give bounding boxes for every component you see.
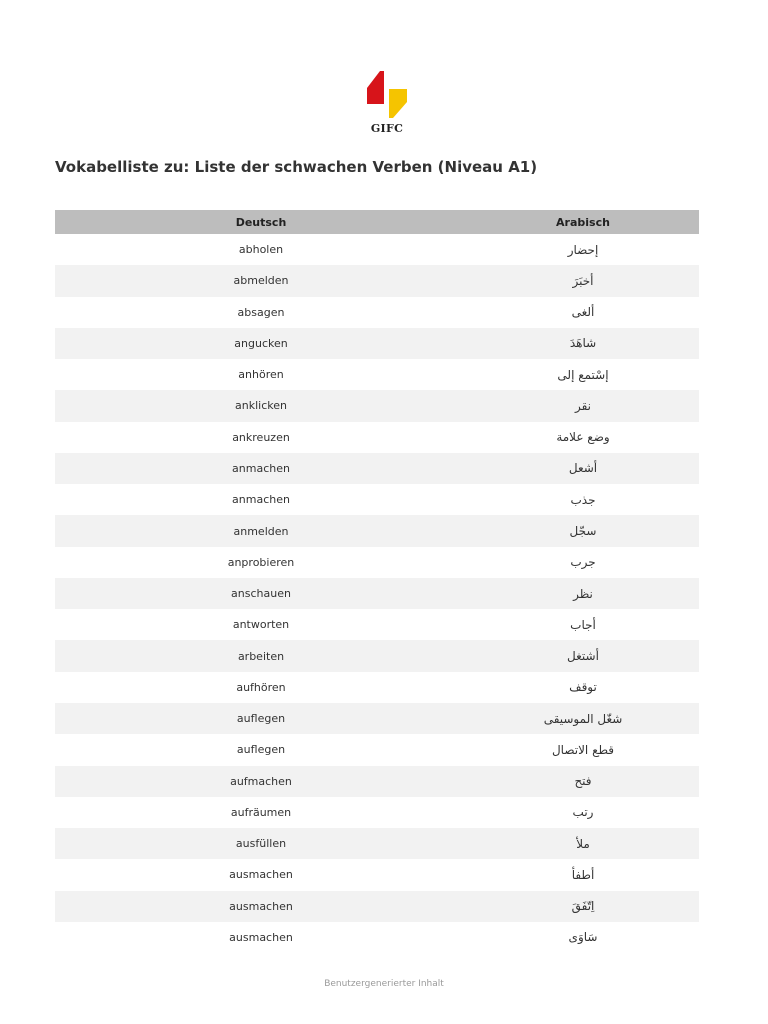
cell-deutsch: absagen xyxy=(237,305,285,319)
cell-deutsch: angucken xyxy=(55,328,467,359)
logo-yellow-shape xyxy=(389,89,407,118)
cell-arabisch: اِتّفَقَ xyxy=(467,891,699,922)
cell-deutsch: aufmachen xyxy=(55,766,467,797)
vocab-table xyxy=(55,210,699,953)
table-row xyxy=(55,609,699,640)
cell-deutsch: aufhören xyxy=(236,680,286,694)
cell-arabisch: أشتغل xyxy=(467,640,699,671)
table-row xyxy=(55,859,699,890)
cell-deutsch: anhören xyxy=(238,368,284,382)
cell-arabisch: أشعل xyxy=(467,453,699,484)
table-row xyxy=(55,922,699,953)
cell-arabisch: رتب xyxy=(572,805,594,820)
cell-arabisch: قطع الاتصال xyxy=(551,742,615,757)
cell-arabisch: ملأ xyxy=(467,828,699,859)
cell-arabisch: نقر xyxy=(467,390,699,421)
cell-deutsch: ausmachen xyxy=(229,868,293,882)
header-arabisch: Arabisch xyxy=(467,210,699,234)
table-row xyxy=(55,640,699,671)
table-row xyxy=(55,547,699,578)
table-body xyxy=(55,234,699,953)
cell-deutsch: abmelden xyxy=(55,265,467,296)
table-row xyxy=(55,672,699,703)
cell-arabisch: جرب xyxy=(570,555,596,570)
cell-deutsch: antworten xyxy=(232,618,290,632)
cell-arabisch: شاهَدَ xyxy=(467,328,699,359)
logo-red-shape xyxy=(367,71,384,104)
cell-deutsch: anschauen xyxy=(55,578,467,609)
table-row xyxy=(55,390,699,421)
cell-deutsch: anprobieren xyxy=(227,555,295,569)
table-row xyxy=(55,484,699,515)
table-row xyxy=(55,703,699,734)
cell-arabisch: نظر xyxy=(467,578,699,609)
gifc-logo xyxy=(362,68,412,138)
cell-arabisch: أجاب xyxy=(570,617,596,632)
cell-deutsch: anmachen xyxy=(232,493,290,507)
cell-arabisch: إسْتمع إلى xyxy=(557,367,609,382)
cell-arabisch: جذب xyxy=(570,492,596,507)
cell-arabisch: سجّل xyxy=(467,515,699,546)
page-title: Vokabelliste zu: Liste der schwachen Verben (Niveau A1) xyxy=(55,158,538,176)
table-header-row xyxy=(55,210,699,234)
cell-deutsch: anmachen xyxy=(55,453,467,484)
cell-arabisch: أخبَرَ xyxy=(467,265,699,296)
cell-arabisch: سَاوَى xyxy=(568,930,598,945)
table-row xyxy=(55,234,699,265)
table-row xyxy=(55,766,699,797)
cell-arabisch: ألغى xyxy=(571,305,595,320)
table-row xyxy=(55,453,699,484)
cell-deutsch: ausfüllen xyxy=(55,828,467,859)
cell-arabisch: إحضار xyxy=(567,242,599,257)
cell-deutsch: auflegen xyxy=(55,703,467,734)
cell-deutsch: anklicken xyxy=(55,390,467,421)
table-row xyxy=(55,734,699,765)
logo-text: GIFC xyxy=(370,122,404,135)
table-row xyxy=(55,422,699,453)
table-row xyxy=(55,578,699,609)
header-deutsch: Deutsch xyxy=(55,210,467,234)
table-row xyxy=(55,828,699,859)
cell-arabisch: وضع علامة xyxy=(556,430,610,445)
cell-deutsch: ausmachen xyxy=(55,891,467,922)
footer-note: Benutzergenerierter Inhalt xyxy=(324,979,444,989)
table-row xyxy=(55,891,699,922)
cell-arabisch: شغّل الموسيقى xyxy=(467,703,699,734)
table-row xyxy=(55,297,699,328)
cell-deutsch: auflegen xyxy=(236,743,286,757)
table-row xyxy=(55,515,699,546)
cell-deutsch: ankreuzen xyxy=(232,430,290,444)
cell-deutsch: abholen xyxy=(238,243,284,257)
cell-deutsch: arbeiten xyxy=(55,640,467,671)
table-row xyxy=(55,265,699,296)
table-row xyxy=(55,359,699,390)
cell-arabisch: فتح xyxy=(467,766,699,797)
cell-deutsch: aufräumen xyxy=(230,805,292,819)
cell-arabisch: أطفأ xyxy=(571,867,595,882)
cell-deutsch: anmelden xyxy=(55,515,467,546)
table-row xyxy=(55,797,699,828)
cell-deutsch: ausmachen xyxy=(229,930,293,944)
cell-arabisch: توقف xyxy=(569,680,597,695)
gifc-logo-icon xyxy=(362,68,412,120)
table-row xyxy=(55,328,699,359)
